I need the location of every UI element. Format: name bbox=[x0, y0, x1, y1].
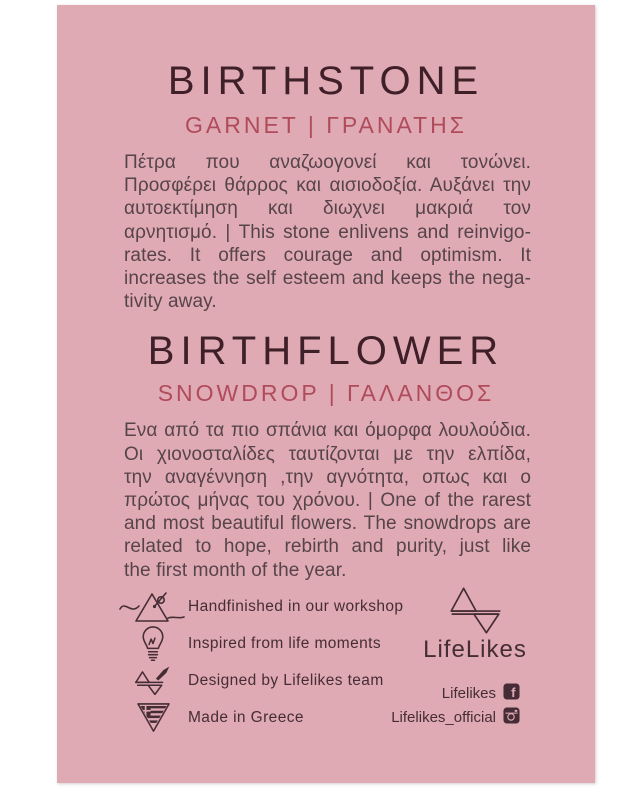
social-handles bbox=[391, 681, 520, 729]
lifelikes-logo-icon bbox=[410, 586, 540, 634]
birthflower-subtitle: SNOWDROP | ΓΑΛΑΝΘΟΣ bbox=[157, 380, 495, 407]
paragraph-line: the first month of the year. bbox=[124, 559, 347, 581]
feature-row-inspired bbox=[118, 625, 403, 662]
card-footer bbox=[57, 583, 595, 743]
paragraph-line: increases the self esteem and keeps the nega- bbox=[124, 268, 531, 290]
paragraph-line: related to hope, rebirth and purity, just like bbox=[124, 536, 531, 558]
lightbulb-icon bbox=[118, 625, 188, 662]
birthstone-title: BIRTHSTONE bbox=[167, 59, 485, 103]
paragraph-line: tivity away. bbox=[124, 291, 217, 313]
feature-label: Made in Greece bbox=[188, 708, 304, 726]
instagram-handle-row bbox=[391, 705, 520, 729]
feature-label: Handfinished in our workshop bbox=[188, 597, 404, 615]
paragraph-line: and most beautiful flowers. The snowdrops are bbox=[124, 513, 531, 535]
paragraph-line: την αναγέννηση ,την αγνότητα, οπως και ο bbox=[124, 466, 531, 488]
birthstone-subtitle: GARNET | ΓΡΑΝΑΤΗΣ bbox=[185, 112, 467, 138]
paragraph-line: Προσφέρει θάρρος και αισιοδοξία. Αυξάνει την bbox=[124, 175, 531, 197]
paragraph-line: αρνητισμό. | This stone enlivens and reinvigo- bbox=[124, 221, 531, 243]
feature-row-designed bbox=[118, 662, 403, 699]
svg-text:f: f bbox=[511, 684, 516, 700]
paragraph-line: Οι χιονοσταλίδες ταυτίζονται με την ελπίδα, bbox=[124, 443, 531, 465]
product-info-card bbox=[57, 5, 595, 783]
paragraph-line: Ενα από τα πιο σπάνια και όμορφα λουλούδια. bbox=[124, 420, 531, 442]
facebook-icon bbox=[503, 683, 520, 704]
birthflower-title: BIRTHFLOWER bbox=[147, 329, 505, 374]
handfinished-icon bbox=[118, 587, 188, 627]
birthflower-description bbox=[124, 419, 531, 581]
design-logo-pencil-icon bbox=[118, 664, 188, 697]
feature-row-made-in-greece bbox=[118, 699, 403, 736]
instagram-handle: Lifelikes_official bbox=[391, 708, 496, 726]
birthstone-description bbox=[124, 151, 531, 313]
facebook-handle: Lifelikes bbox=[441, 684, 496, 702]
facebook-handle-row bbox=[391, 681, 520, 705]
paragraph-line: πρώτος μήνας του χρόνου. | One of the rarest bbox=[124, 490, 531, 512]
feature-label: Inspired from life moments bbox=[188, 634, 382, 652]
feature-list bbox=[118, 588, 403, 736]
brand-block bbox=[410, 586, 540, 664]
brand-name: LifeLikes bbox=[423, 636, 527, 663]
paragraph-line: rates. It offers courage and optimism. It bbox=[124, 244, 531, 266]
feature-row-handfinished bbox=[118, 588, 403, 625]
feature-label: Designed by Lifelikes team bbox=[188, 671, 384, 689]
paragraph-line: Πέτρα που αναζωογονεί και τονώνει. bbox=[124, 152, 531, 173]
paragraph-line: αυτοεκτίμηση και διωχνει μακριά τον bbox=[124, 198, 531, 220]
greece-flag-icon bbox=[118, 701, 188, 734]
instagram-icon bbox=[503, 707, 520, 728]
